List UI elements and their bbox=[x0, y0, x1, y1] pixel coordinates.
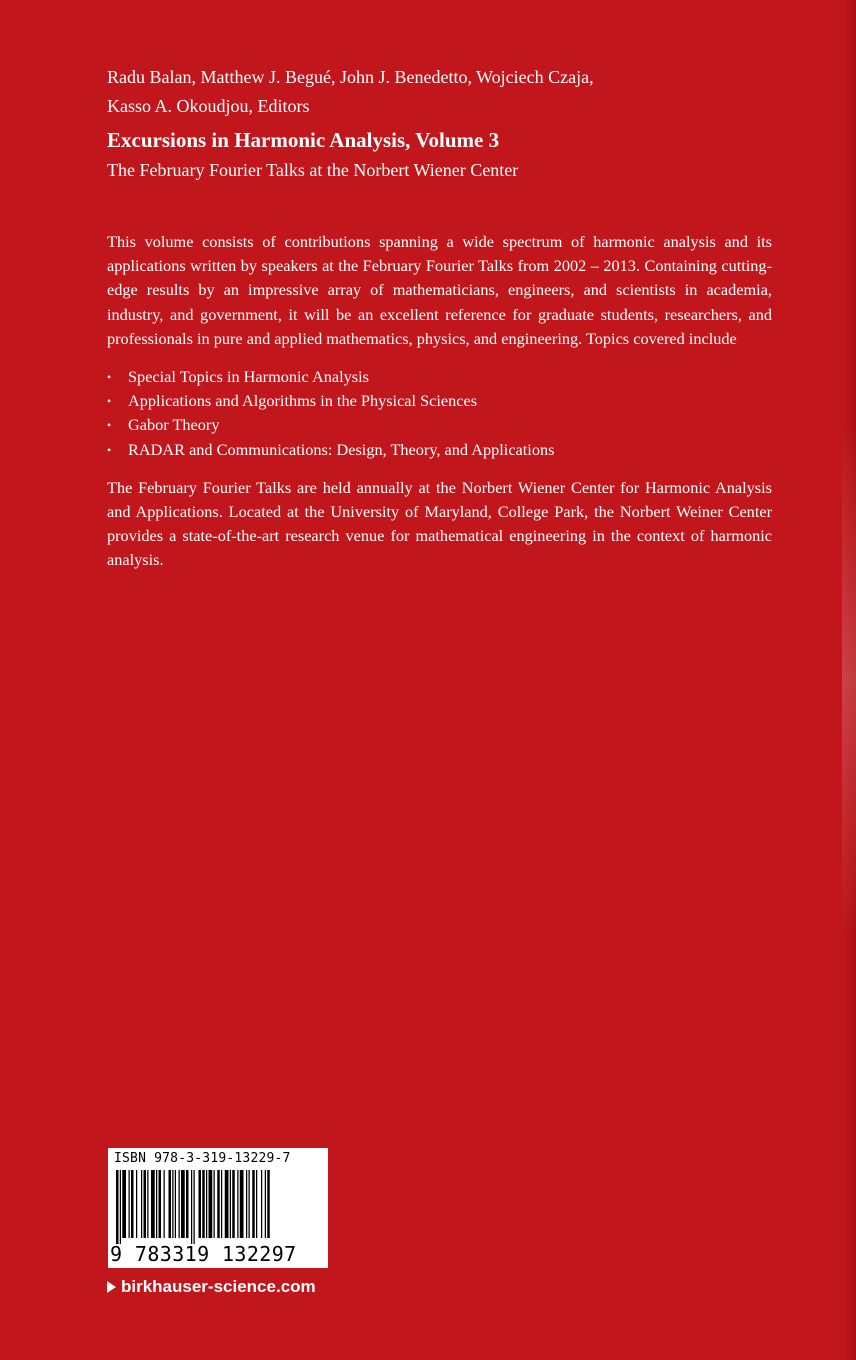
topic-label: Applications and Algorithms in the Physical Sciences bbox=[128, 391, 478, 411]
book-subtitle: The February Fourier Talks at the Norbert Wiener Center bbox=[107, 160, 519, 180]
barcode-bar bbox=[217, 1170, 220, 1238]
barcode-bar bbox=[181, 1170, 185, 1238]
barcode-bar bbox=[191, 1170, 192, 1244]
editors-line-2: Kasso A. Okoudjou, Editors bbox=[107, 96, 310, 116]
barcode-bar bbox=[164, 1170, 165, 1238]
barcode-bar bbox=[151, 1170, 155, 1238]
barcode-bar bbox=[261, 1170, 262, 1238]
publisher-url[interactable] bbox=[107, 1276, 316, 1298]
list-item bbox=[107, 389, 772, 413]
bullet-icon: • bbox=[107, 442, 112, 457]
barcode-bar bbox=[147, 1170, 148, 1238]
barcode-bar bbox=[122, 1170, 126, 1238]
barcode-bar bbox=[116, 1170, 119, 1244]
topic-label: Gabor Theory bbox=[128, 415, 220, 435]
barcode-bar bbox=[136, 1170, 137, 1238]
barcode-bar bbox=[221, 1170, 222, 1238]
barcode-bar bbox=[175, 1170, 176, 1238]
barcode-bar bbox=[120, 1170, 121, 1244]
barcode-bar bbox=[240, 1170, 244, 1238]
topic-label: RADAR and Communications: Design, Theory, and Applications bbox=[128, 439, 555, 459]
barcode-bar bbox=[202, 1170, 205, 1238]
description-paragraph-1: This volume consists of contributions spanning a wide spectrum of harmonic analysis and its applications written by speakers at the February Fourier Talks from 2002 – 2013. Containing cutting-edge results by an impressive array of mathematicians, engineers, and scientists in academia, industry, and government, it will be an excellent reference for graduate students, researchers, and professionals in pure and applied mathematics, physics, and engineering. Topics covered include bbox=[107, 232, 772, 348]
isbn-label: ISBN 978-3-319-13229-7 bbox=[114, 1151, 291, 1166]
barcode-bar bbox=[194, 1170, 195, 1244]
barcode-bars bbox=[114, 1170, 322, 1244]
ean-digits: 9 783319 132297 bbox=[110, 1242, 297, 1266]
triangle-right-icon bbox=[107, 1281, 116, 1293]
topic-label: Special Topics in Harmonic Analysis bbox=[128, 367, 369, 387]
barcode-bar bbox=[129, 1170, 130, 1238]
barcode-bar bbox=[232, 1170, 235, 1238]
barcode-bar bbox=[209, 1170, 213, 1238]
barcode-bar bbox=[141, 1170, 142, 1238]
barcode-bar bbox=[186, 1170, 189, 1238]
barcode-bar bbox=[172, 1170, 173, 1238]
bullet-icon: • bbox=[107, 394, 112, 409]
publisher-url-text: birkhauser-science.com bbox=[121, 1277, 316, 1296]
back-cover-content bbox=[107, 63, 772, 573]
barcode-bar bbox=[159, 1170, 162, 1238]
barcode-bar bbox=[144, 1170, 147, 1238]
barcode-bar bbox=[214, 1170, 215, 1238]
barcode-bar bbox=[237, 1170, 238, 1238]
barcode-bar bbox=[256, 1170, 257, 1238]
editors-line-1: Radu Balan, Matthew J. Begué, John J. Benedetto, Wojciech Czaja, bbox=[107, 67, 594, 87]
list-item bbox=[107, 438, 772, 462]
barcode-bar bbox=[199, 1170, 202, 1238]
barcode-bar bbox=[246, 1170, 247, 1238]
barcode-bar bbox=[179, 1170, 180, 1238]
barcode-bar bbox=[156, 1170, 157, 1238]
book-title: Excursions in Harmonic Analysis, Volume 3 bbox=[107, 128, 500, 152]
list-item bbox=[107, 365, 772, 389]
description-paragraph-2: The February Fourier Talks are held annually at the Norbert Wiener Center for Harmonic Analysis and Applications. Located at the University of Maryland, College Park, the Norbert Weiner Center provides a state-of-the-art research venue for mathematical engineering in the context of harmonic analysis. bbox=[107, 477, 772, 570]
bullet-icon: • bbox=[107, 370, 112, 385]
barcode-bar bbox=[249, 1170, 250, 1238]
barcode-bar bbox=[267, 1170, 270, 1238]
barcode-bar bbox=[206, 1170, 207, 1238]
barcode-bar bbox=[265, 1170, 266, 1238]
bullet-icon: • bbox=[107, 418, 112, 433]
list-item bbox=[107, 413, 772, 437]
barcode-bar bbox=[252, 1170, 255, 1238]
isbn-barcode bbox=[108, 1148, 328, 1268]
topics-list bbox=[107, 365, 772, 462]
barcode-bar bbox=[230, 1170, 231, 1238]
barcode-bar bbox=[169, 1170, 172, 1238]
barcode-bar bbox=[225, 1170, 229, 1238]
decorative-swoosh bbox=[842, 420, 856, 940]
barcode-bar bbox=[131, 1170, 134, 1238]
editors bbox=[107, 63, 772, 121]
